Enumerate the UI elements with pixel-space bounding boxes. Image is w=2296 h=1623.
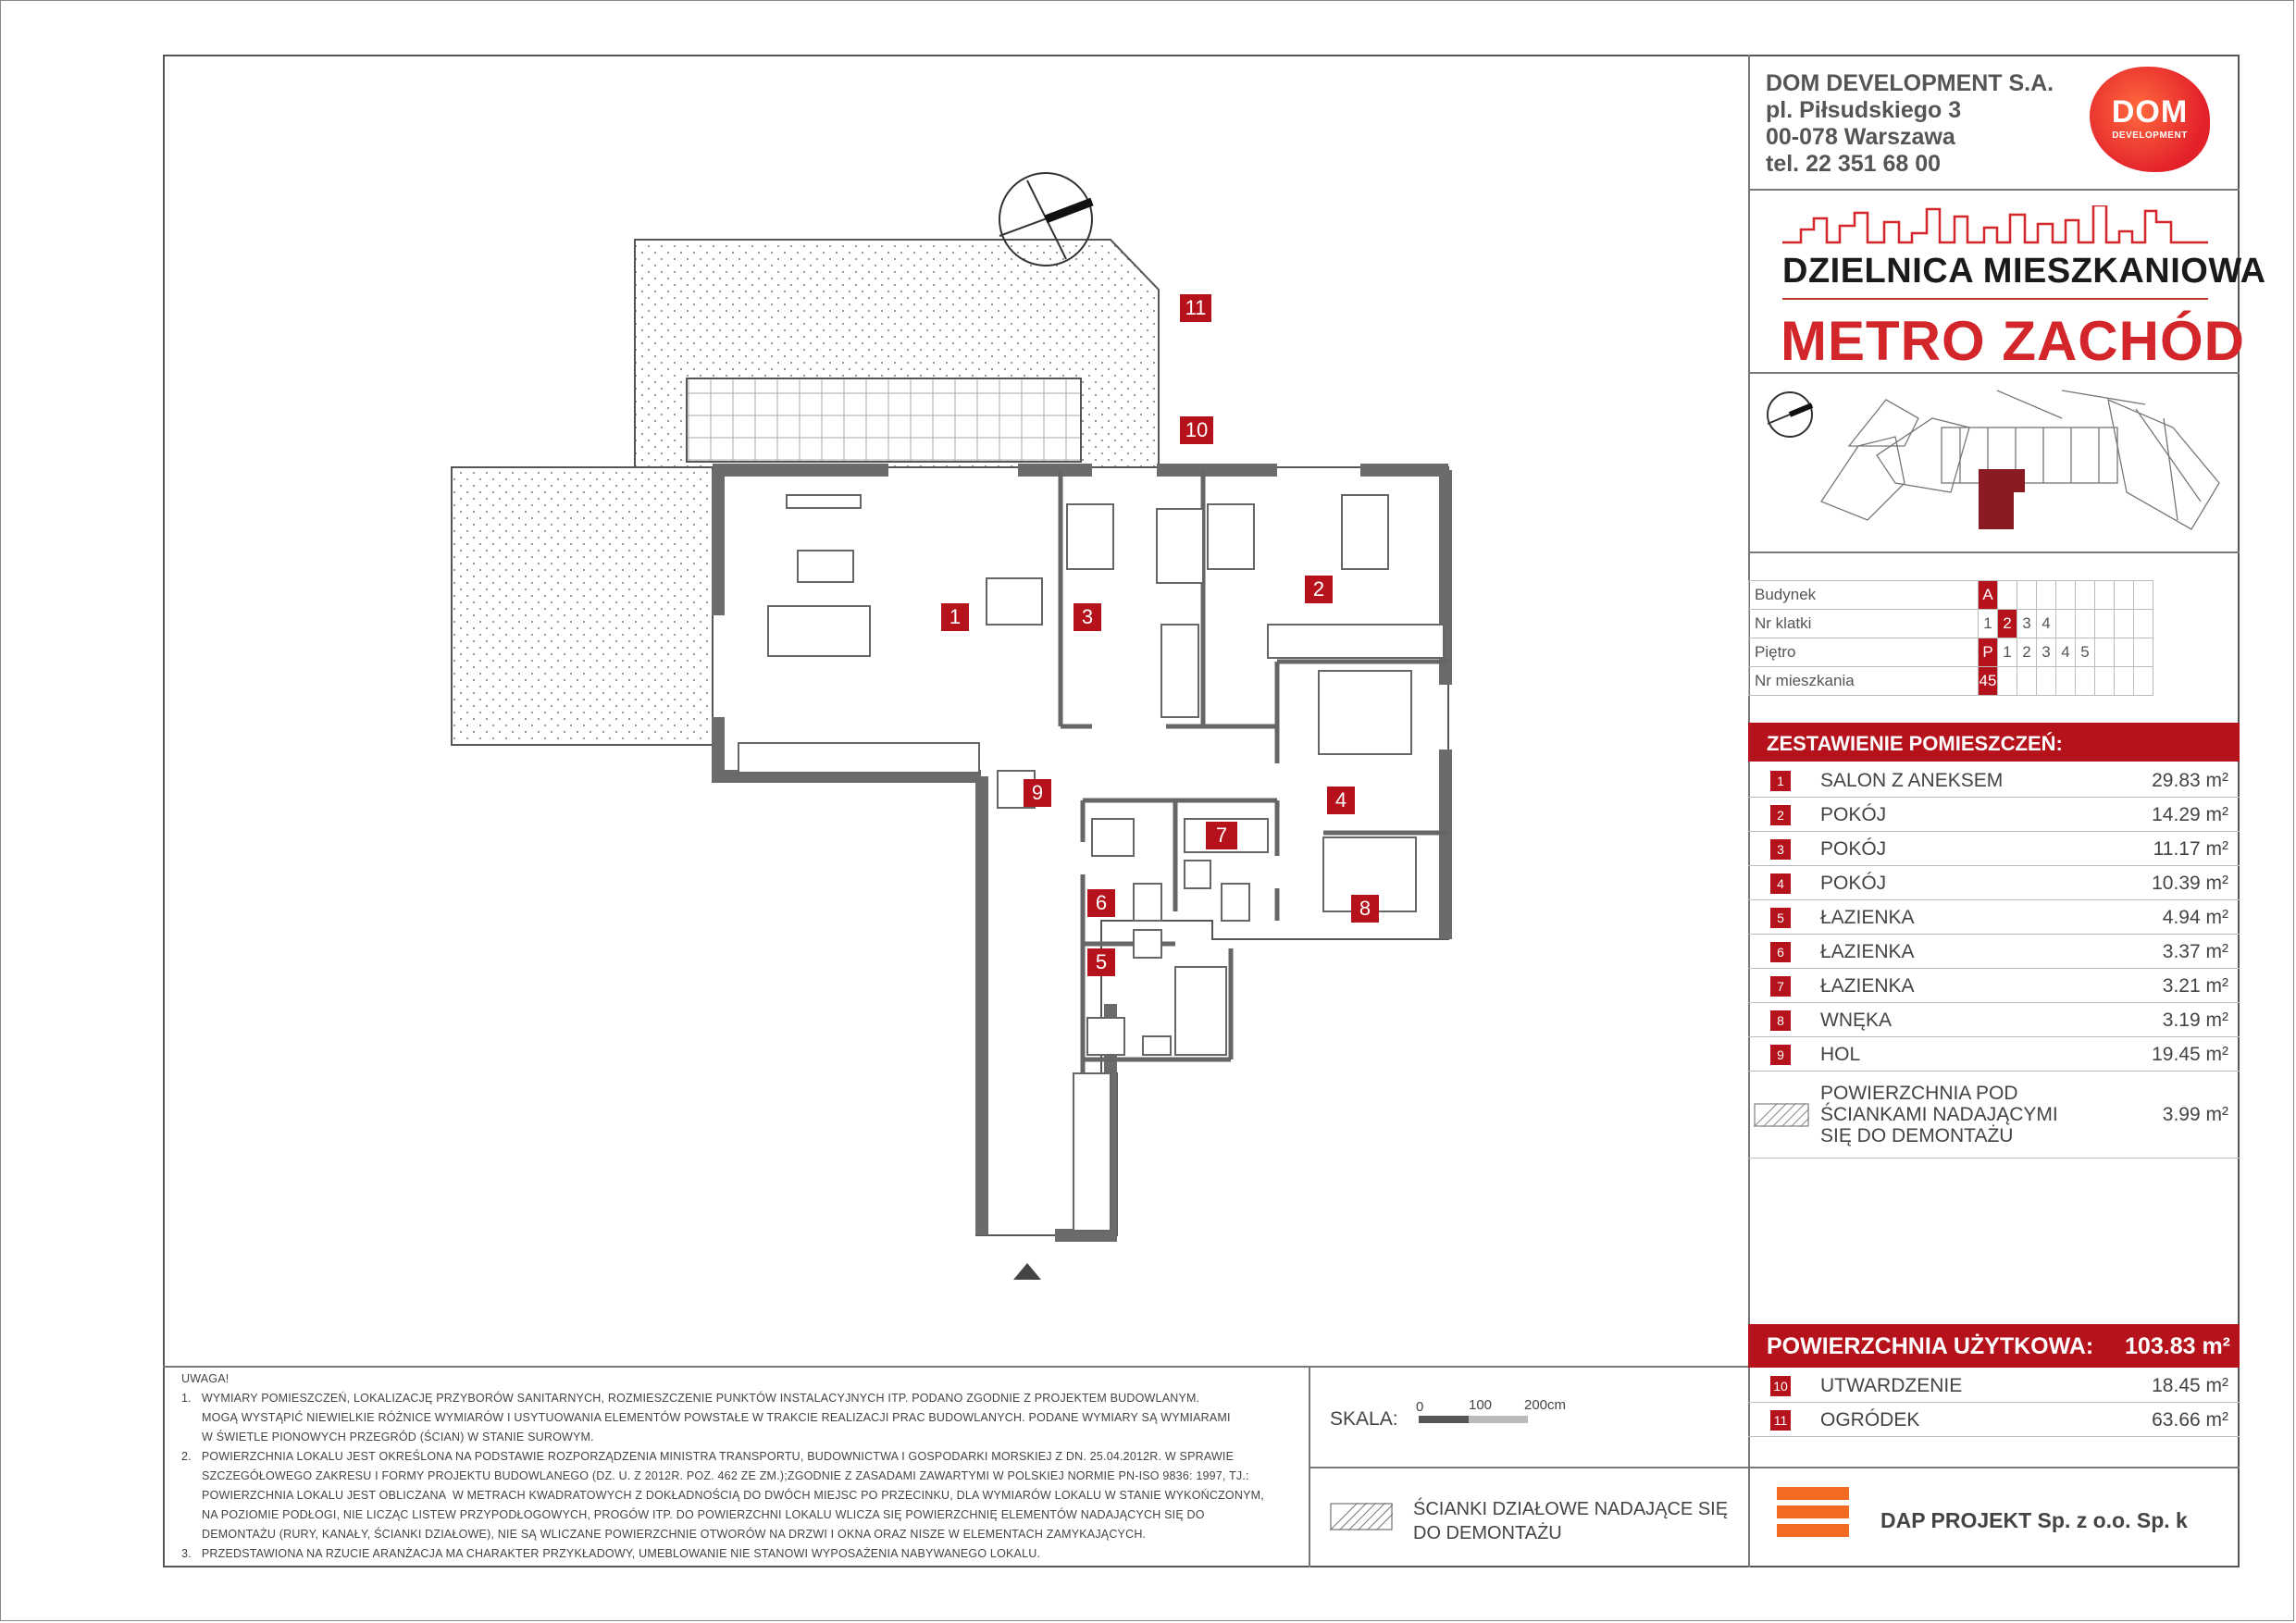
site-plan-thumbnail bbox=[1756, 381, 2233, 546]
rooms-header: ZESTAWIENIE POMIESZCZEŃ: bbox=[1748, 723, 2240, 762]
room-row bbox=[1748, 763, 2240, 798]
room-name: POKÓJ bbox=[1820, 804, 1887, 825]
outdoor-number: 10 bbox=[1770, 1376, 1791, 1396]
note-line: SZCZEGÓŁOWEGO ZAKRESU I FORMY PROJEKTU BUDOWLANEGO (DZ. U. Z 2012R. POZ. 462 ZE ZM.);ZGODNIE Z ZASADAMI ZAWARTYMI W POLSKIEJ NORMIE PN-ISO 9836: 1997, TJ.: bbox=[181, 1469, 1249, 1482]
scale-tick-200: 200cm bbox=[1524, 1397, 1567, 1413]
room-area: 14.29 m² bbox=[2152, 804, 2228, 825]
room-area: 3.37 m² bbox=[2162, 941, 2228, 962]
room-area: 29.83 m² bbox=[2152, 770, 2228, 791]
divider bbox=[1748, 189, 2240, 191]
room-name: POKÓJ bbox=[1820, 838, 1887, 860]
pietro-value: 5 bbox=[2076, 638, 2095, 667]
room-row bbox=[1748, 1037, 2240, 1072]
plan-label-8: 8 bbox=[1351, 895, 1379, 923]
room-area: 11.17 m² bbox=[2153, 838, 2228, 860]
pietro-label: Piętro bbox=[1749, 638, 1979, 667]
logo-sub-text: DEVELOPMENT bbox=[2112, 130, 2188, 141]
project-line1: DZIELNICA MIESZKANIOWA bbox=[1782, 252, 2266, 291]
room-area: 3.21 m² bbox=[2162, 975, 2228, 997]
terrace bbox=[687, 378, 1081, 462]
outdoor-row bbox=[1748, 1369, 2240, 1403]
room-number: 8 bbox=[1770, 1010, 1791, 1031]
room-number: 2 bbox=[1770, 805, 1791, 825]
demolition-line1: POWIERZCHNIA POD bbox=[1820, 1083, 2018, 1104]
logo-main-text: DOM bbox=[2111, 94, 2189, 130]
note-line: MOGĄ WYSTĄPIĆ NIEWIELKIE RÓŻNICE WYMIARÓW I USYTUOWANIA ELEMENTÓW POWSTAŁE W TRAKCIE REALIZACJI PRAC BUDOWLANYCH. PODANE WYMIARY SĄ WYMIARAMI bbox=[181, 1411, 1231, 1424]
note-line: POWIERZCHNIA LOKALU JEST OBLICZANA W METRACH KWADRATOWYCH Z DOKŁADNOŚCIĄ DO DWÓCH MIEJSC PO PRZECINKU, DLA WYMIARÓW LOKALU W STANIE WYKOŃCZONYM, bbox=[181, 1489, 1264, 1502]
scale-bar-dark bbox=[1419, 1416, 1469, 1423]
plan-label-6: 6 bbox=[1087, 889, 1115, 917]
scale-label: SKALA: bbox=[1330, 1408, 1398, 1430]
company-address1: pl. Piłsudskiego 3 bbox=[1766, 97, 1962, 123]
divider bbox=[1309, 1467, 1749, 1468]
scale-tick-0: 0 bbox=[1416, 1399, 1424, 1415]
pietro-value-selected: P bbox=[1979, 638, 1998, 667]
outdoor-area: 18.45 m² bbox=[2152, 1375, 2228, 1396]
note-line: W ŚWIETLE PIONOWYCH PRZEGRÓD (ŚCIAN) W STANIE SUROWYM. bbox=[181, 1431, 594, 1443]
pietro-value: 3 bbox=[2037, 638, 2056, 667]
budynek-label: Budynek bbox=[1749, 581, 1979, 610]
plan-label-11: 11 bbox=[1180, 294, 1211, 322]
room-row bbox=[1748, 798, 2240, 832]
demolition-line2: ŚCIANKAMI NADAJĄCYMI bbox=[1820, 1104, 2058, 1125]
apartment-info-table bbox=[1748, 580, 2153, 696]
note-line: DEMONTAŻU (RURY, KANAŁY, ŚCIANKI DZIAŁOWE), NIE SĄ WLICZANE POWIERZCHNIE OTWORÓW NA DRZWI I OKNA ORAZ NISZE W ELEMENTACH ZAMYKAJĄCYCH. bbox=[181, 1528, 1147, 1541]
usable-area-value: 103.83 m² bbox=[2125, 1333, 2230, 1359]
klatka-value: 1 bbox=[1979, 610, 1998, 638]
hatch-swatch-icon bbox=[1754, 1103, 1809, 1127]
room-name: ŁAZIENKA bbox=[1820, 941, 1915, 962]
outdoor-number: 11 bbox=[1770, 1410, 1791, 1431]
note-line: 3. PRZEDSTAWIONA NA RZUCIE ARANŻACJA MA CHARAKTER PRZYKŁADOWY, UMEBLOWANIE NIE STANOWI WYPOSAŻENIA NABYWANEGO LOKALU. bbox=[181, 1547, 1041, 1560]
legend-line2: DO DEMONTAŻU bbox=[1413, 1523, 1562, 1543]
note-line: NA POZIOMIE PODŁOGI, NIE LICZĄC LISTEW PRZYPODŁOGOWYCH, PROGÓW ITP. DO POWIERZCHNI LOKALU WLICZA SIĘ POWIERZCHNIĘ ELEMENTÓW NADAJĄCYCH SIĘ DO bbox=[181, 1508, 1205, 1521]
demolition-line3: SIĘ DO DEMONTAŻU bbox=[1820, 1125, 2014, 1146]
usable-area-bar bbox=[1748, 1324, 2240, 1368]
divider bbox=[1748, 1467, 2240, 1468]
company-name: DOM DEVELOPMENT S.A. bbox=[1766, 70, 2054, 96]
plan-label-4: 4 bbox=[1327, 787, 1355, 814]
klatka-value-selected: 2 bbox=[1998, 610, 2017, 638]
room-row bbox=[1748, 832, 2240, 866]
room-name: POKÓJ bbox=[1820, 873, 1887, 894]
room-number: 1 bbox=[1770, 771, 1791, 791]
room-area: 3.19 m² bbox=[2162, 1010, 2228, 1031]
project-underline bbox=[1782, 298, 2208, 300]
mieszkanie-value: 45 bbox=[1979, 667, 1998, 696]
room-number: 4 bbox=[1770, 873, 1791, 894]
plan-label-1: 1 bbox=[941, 603, 969, 631]
divider bbox=[163, 1366, 1749, 1368]
room-row bbox=[1748, 900, 2240, 935]
room-name: WNĘKA bbox=[1820, 1010, 1893, 1031]
divider bbox=[1748, 551, 2240, 553]
dap-logo-icon bbox=[1777, 1487, 1849, 1537]
floor-plan bbox=[444, 171, 1703, 1291]
legend-line1: ŚCIANKI DZIAŁOWE NADAJĄCE SIĘ bbox=[1413, 1499, 1729, 1519]
note-line: UWAGA! bbox=[181, 1372, 230, 1385]
room-name: ŁAZIENKA bbox=[1820, 975, 1915, 997]
legend-hatch-icon bbox=[1330, 1503, 1393, 1530]
plan-label-3: 3 bbox=[1074, 603, 1101, 631]
room-area: 19.45 m² bbox=[2152, 1044, 2228, 1065]
plan-label-5: 5 bbox=[1087, 948, 1115, 976]
room-area: 4.94 m² bbox=[2162, 907, 2228, 928]
outdoor-name: OGRÓDEK bbox=[1820, 1409, 1920, 1431]
room-number: 3 bbox=[1770, 839, 1791, 860]
demolition-area-value: 3.99 m² bbox=[2162, 1104, 2228, 1125]
entrance-arrow-icon bbox=[1013, 1263, 1041, 1280]
scale-tick-100: 100 bbox=[1469, 1397, 1493, 1413]
plan-label-10: 10 bbox=[1180, 416, 1213, 444]
demolition-area-row bbox=[1748, 1072, 2240, 1158]
klatka-label: Nr klatki bbox=[1749, 610, 1979, 638]
room-row bbox=[1748, 969, 2240, 1003]
room-row bbox=[1748, 935, 2240, 969]
company-info bbox=[1766, 70, 2054, 178]
skyline-icon bbox=[1782, 205, 2208, 246]
room-number: 6 bbox=[1770, 942, 1791, 962]
room-name: ŁAZIENKA bbox=[1820, 907, 1915, 928]
klatka-value: 4 bbox=[2037, 610, 2056, 638]
plan-label-9: 9 bbox=[1024, 779, 1051, 807]
company-phone: tel. 22 351 68 00 bbox=[1766, 151, 1942, 177]
room-number: 7 bbox=[1770, 976, 1791, 997]
outdoor-area: 63.66 m² bbox=[2152, 1409, 2228, 1431]
note-line: 1. WYMIARY POMIESZCZEŃ, LOKALIZACJĘ PRZYBORÓW SANITARNYCH, ROZMIESZCZENIE PUNKTÓW INSTALACYJNYCH ITP. PODANO ZGODNIE Z PROJEKTEM BUDOWLANYM. bbox=[181, 1392, 1200, 1405]
pietro-value: 2 bbox=[2017, 638, 2037, 667]
room-number: 9 bbox=[1770, 1045, 1791, 1065]
room-name: SALON Z ANEKSEM bbox=[1820, 770, 2004, 791]
scale-bar-light bbox=[1469, 1416, 1528, 1423]
room-number: 5 bbox=[1770, 908, 1791, 928]
plan-label-7: 7 bbox=[1206, 822, 1237, 849]
pietro-value: 1 bbox=[1998, 638, 2017, 667]
room-row bbox=[1748, 1003, 2240, 1037]
budynek-value: A bbox=[1979, 581, 1998, 610]
outdoor-name: UTWARDZENIE bbox=[1820, 1375, 1963, 1396]
mieszkanie-label: Nr mieszkania bbox=[1749, 667, 1979, 696]
room-area: 10.39 m² bbox=[2152, 873, 2228, 894]
company-address2: 00-078 Warszawa bbox=[1766, 124, 1955, 150]
designer-name: DAP PROJEKT Sp. z o.o. Sp. k bbox=[1880, 1508, 2188, 1532]
outdoor-row bbox=[1748, 1403, 2240, 1437]
notes-block bbox=[181, 1369, 1290, 1564]
room-name: HOL bbox=[1820, 1044, 1861, 1065]
project-line2: METRO ZACHÓD bbox=[1781, 310, 2245, 372]
klatka-value: 3 bbox=[2017, 610, 2037, 638]
room-row bbox=[1748, 866, 2240, 900]
plan-label-2: 2 bbox=[1305, 576, 1333, 603]
legend-text bbox=[1413, 1497, 1728, 1545]
pietro-value: 4 bbox=[2056, 638, 2076, 667]
note-line: 2. POWIERZCHNIA LOKALU JEST OKREŚLONA NA PODSTAWIE ROZPORZĄDZENIA MINISTRA TRANSPORTU, BUDOWNICTWA I GOSPODARKI MORSKIEJ Z DN. 25.04.2012R. W SPRAWIE bbox=[181, 1450, 1235, 1463]
usable-area-label: POWIERZCHNIA UŻYTKOWA: bbox=[1767, 1333, 2094, 1359]
